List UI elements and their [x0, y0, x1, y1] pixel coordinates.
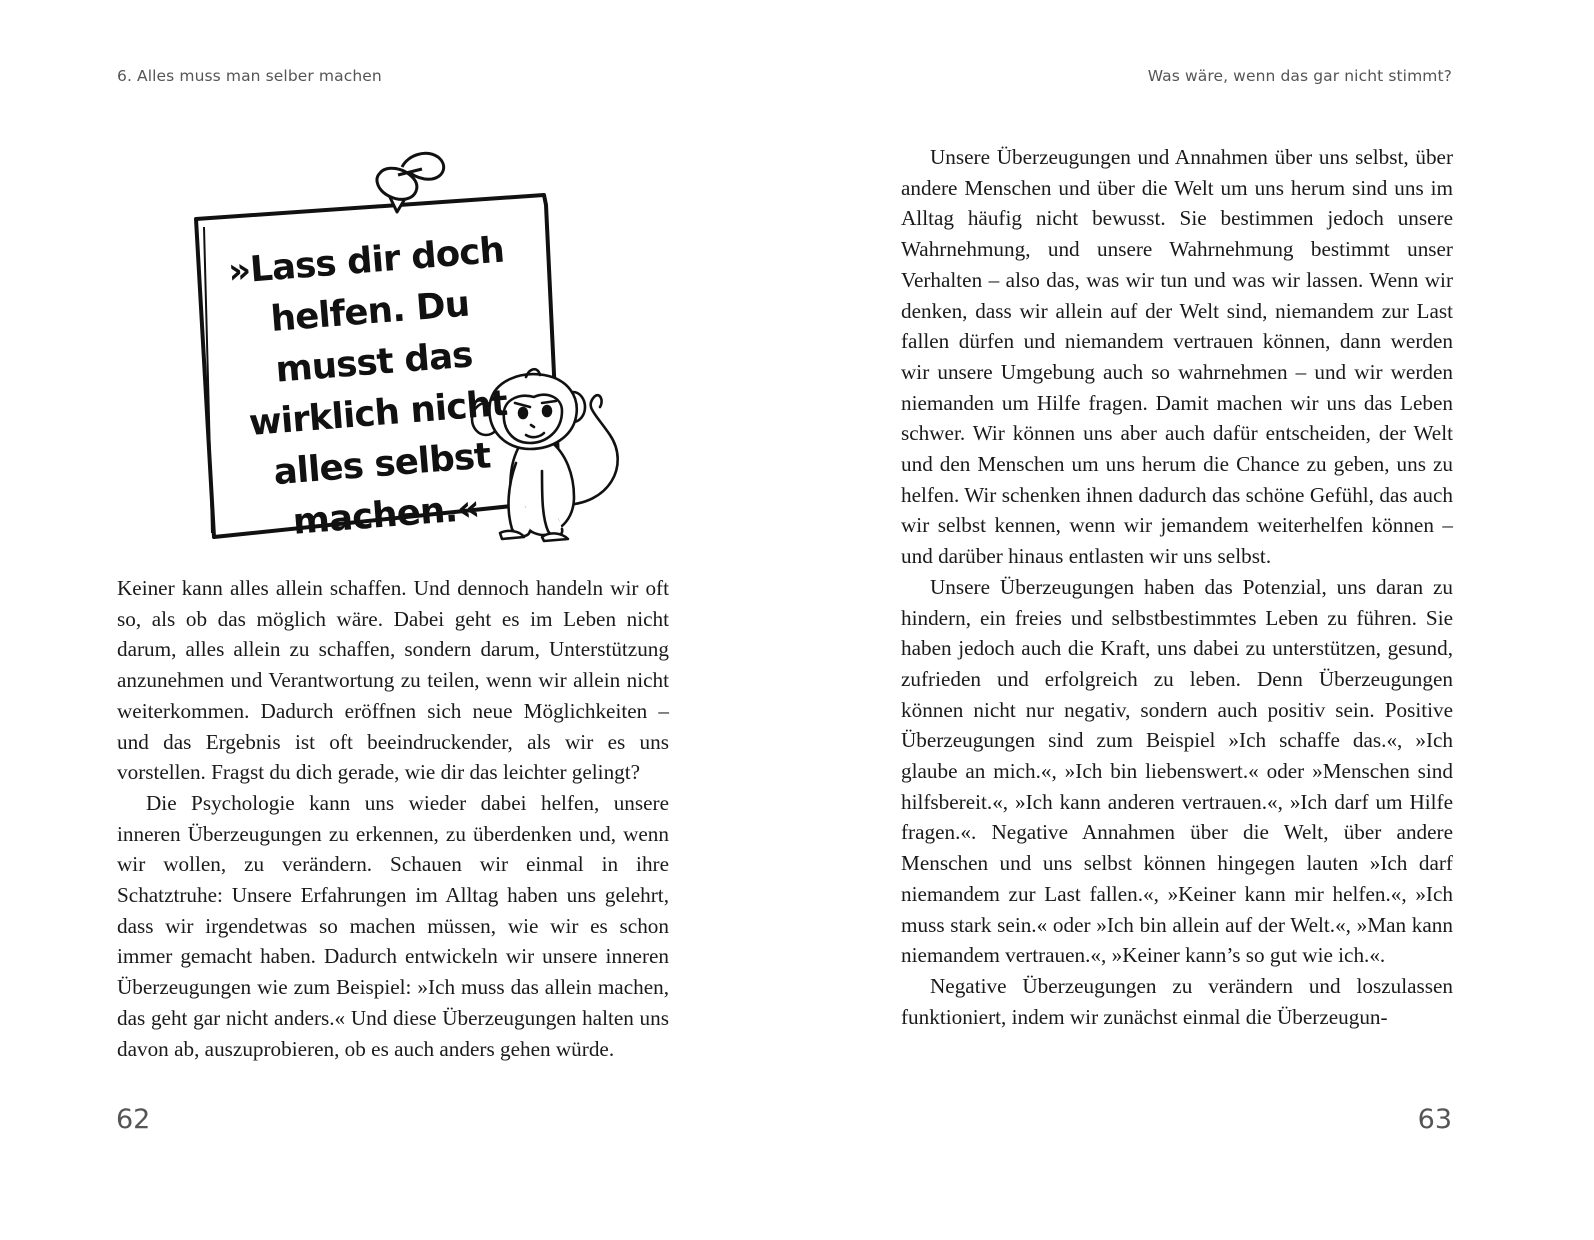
page-number-left: 62 [116, 1104, 151, 1135]
running-head-right: Was wäre, wenn das gar nicht stimmt? [1147, 67, 1452, 85]
running-head-left: 6. Alles muss man selber machen [117, 67, 382, 85]
paragraph: Keiner kann alles allein schaffen. Und dennoch handeln wir oft so, als ob das möglich wäre. Dabei geht es im Leben nicht darum, alles allein zu schaffen, sondern darum, Unterstützung anzunehmen und Verantwortung zu teilen, wenn wir allein nicht weiterkommen. Dadurch eröffnen sich neue Möglichkeiten – und das Ergebnis ist oft beeindruckender, als wir es uns vorstellen. Fragst du dich gerade, wie dir das leichter gelingt? [117, 576, 669, 785]
body-text-left [117, 573, 669, 1064]
paragraph: Die Psychologie kann uns wieder dabei helfen, unsere inneren Überzeugungen zu erkennen, zu überdenken und, wenn wir wollen, zu verändern. Schauen wir einmal in ihre Schatztruhe: Unsere Erfahrungen im Alltag haben uns gelehrt, dass wir irgendetwas so machen müssen, wie wir es schon immer gemacht haben. Dadurch entwickeln wir unsere inneren Überzeugungen wie zum Beispiel: »Ich muss das allein machen, das geht gar nicht anders.« Und diese Überzeugungen halten uns davon ab, auszuprobieren, ob es auch anders gehen würde. [117, 790, 669, 1061]
right-page [797, 0, 1594, 1240]
note-quote: »Lass dir doch helfen. Du musst das wirklich nicht alles selbst machen.« [226, 229, 509, 543]
page-number-right: 63 [1417, 1104, 1452, 1135]
paragraph: Unsere Überzeugungen und Annahmen über uns selbst, über andere Menschen und über die Welt um uns herum sind uns im Alltag häufig nicht bewusst. Sie bestimmen jedoch unsere Wahrnehmung, und unsere Wahrnehmung bestimmt unser Verhalten – also das, was wir tun und was wir lassen. Wenn wir denken, dass wir allein auf der Welt sind, niemandem zur Last fallen dürfen und niemandem vertrauen können, dann werden wir unsere Umgebung auch so wahrnehmen – und wir werden niemanden um Hilfe fragen. Damit machen wir uns das Leben schwer. Wir können uns aber auch dafür entscheiden, der Welt und den Menschen um uns herum die Chance zu geben, uns zu helfen. Wir schenken ihnen dadurch das schöne Gefühl, das auch wir selbst kennen, wenn wir jemandem weiterhelfen können – und darüber hinaus entlasten wir uns selbst. [901, 145, 1453, 569]
paragraph: Negative Überzeugungen zu verändern und loszulassen funktioniert, indem wir zunächst einmal die Überzeugun- [901, 973, 1453, 1029]
paragraph: Unsere Überzeugungen haben das Potenzial, uns daran zu hindern, ein freies und selbstbestimmtes Leben zu führen. Sie haben jedoch auch die Kraft, uns dabei zu unterstützen, gesund, zufrieden und erfolgreich zu leben. Denn Überzeugungen können nicht nur negativ, sondern auch positiv sein. Positive Überzeugungen sind zum Beispiel »Ich schaffe das.«, »Ich glaube an mich.«, »Ich bin liebenswert.« oder »Menschen sind hilfsbereit.«, »Ich kann anderen vertrauen.«, »Ich darf um Hilfe fragen.«. Negative Annahmen über die Welt, über andere Menschen und uns selbst können hingegen lauten »Ich darf niemandem zur Last fallen.«, »Keiner kann mir helfen.«, »Ich muss stark sein.« oder »Ich bin allein auf der Welt.«, »Man kann niemandem vertrauen.«, »Keiner kann’s so gut wie ich.«. [901, 574, 1453, 968]
body-text-right [901, 142, 1453, 1032]
sticky-note-illustration [190, 145, 640, 550]
